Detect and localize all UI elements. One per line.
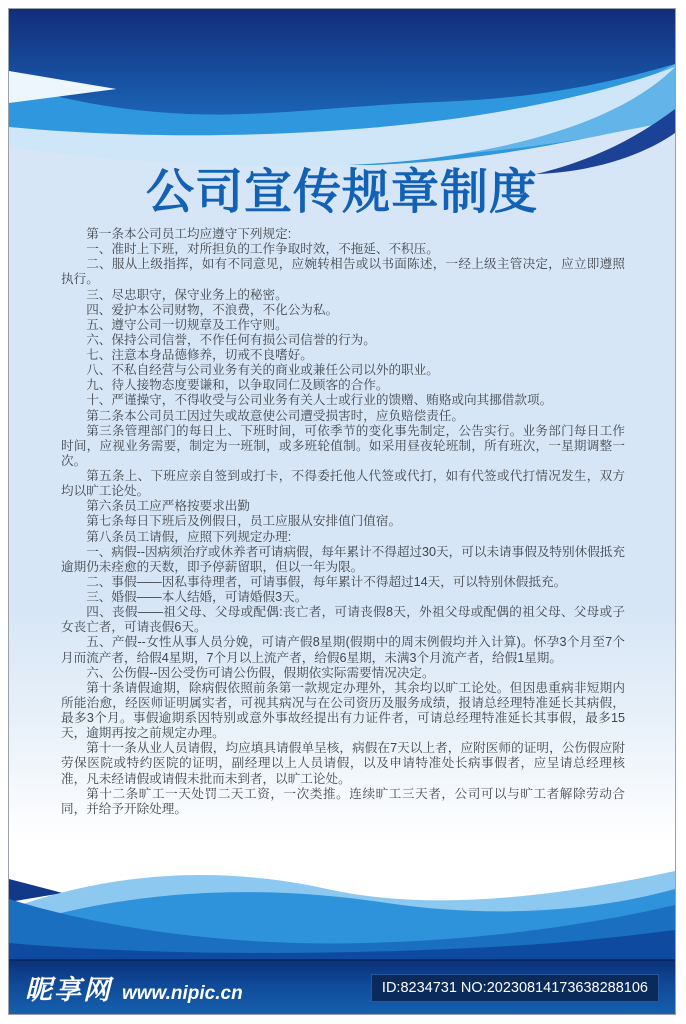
nipic-logo-text: 昵享网 [25, 975, 112, 1005]
rule-paragraph: 六、保持公司信誉，不作任何有损公司信誉的行为。 [86, 332, 376, 347]
rule-paragraph: 二、事假——因私事待理者，可请事假，每年累计不得超过14天，可以特别休假抵充。 [86, 574, 567, 589]
rule-paragraph: 第八条员工请假，应照下列规定办理: [86, 529, 292, 544]
rules-body [61, 227, 625, 817]
rule-paragraph: 四、爱护本公司财物，不浪费，不化公为私。 [86, 302, 339, 317]
rule-paragraph: 一、病假--因病须治疗或休养者可请病假，每年累计不得超过30天，可以未请事假及特别休假抵充逾期仍未痊愈的天数，即予停薪留职，但以一年为限。 [61, 544, 625, 574]
footer-watermark-bar [9, 959, 675, 1014]
rule-paragraph: 二、服从上级指挥，如有不同意见，应婉转相告或以书面陈述，一经上级主管决定，应立即遵照执行。 [61, 257, 625, 287]
rule-paragraph: 六、公伤假--因公受伤可请公伤假，假期依实际需要情况决定。 [86, 665, 435, 680]
image-id-badge: ID:8234731 NO:20230814173638288106 [371, 974, 659, 1002]
rule-paragraph: 第十一条从业人员请假，均应填具请假单呈核，病假在7天以上者，应附医师的证明，公伤假应附劳保医院或特约医院的证明，副经理以上人员请假，以及申请特准处长病事假者，应呈请总经理核准，凡未经请假或请假未批而未到者，以旷工论处。 [61, 741, 625, 786]
rule-paragraph: 第三条管理部门的每日上、下班时间，可依季节的变化事先制定，公告实行。业务部门每日工作时间，应视业务需要，制定为一班制，或多班轮值制。如采用昼夜轮班制，所有班次，一星期调整一次。 [61, 423, 625, 468]
rule-paragraph: 七、注意本身品德修养，切戒不良嗜好。 [86, 348, 313, 362]
rule-paragraph: 五、遵守公司一切规章及工作守则。 [86, 317, 288, 332]
bottom-wave-decoration [9, 859, 675, 959]
rule-paragraph: 九、待人接物态度要谦和，以争取同仁及顾客的合作。 [86, 378, 389, 393]
nipic-logo [25, 968, 243, 1007]
rule-paragraph: 第十二条旷工一天处罚二天工资，一次类推。连续旷工三天者，公司可以与旷工者解除劳动合同，并给予开除处理。 [61, 786, 625, 816]
rule-paragraph: 第一条本公司员工均应遵守下列规定: [86, 227, 292, 241]
rule-paragraph: 第二条本公司员工因过失或故意使公司遭受损害时，应负赔偿责任。 [86, 408, 464, 423]
site-url: www.nipic.cn [122, 983, 243, 1004]
rule-paragraph: 第十条请假逾期，除病假依照前条第一款规定办理外，其余均以旷工论处。但因患重病非短期内所能治愈，经医师证明属实者，可视其病况与在公司资历及服务成绩，报请总经理特准延长其病假，最多3个月。事假逾期系因特别或意外事故经提出有力证件者，可请总经理特准延长其事假，最多15天，逾期再按之前规定办理。 [61, 680, 625, 741]
rule-paragraph: 第六条员工应严格按要求出勤 [86, 499, 250, 514]
rule-paragraph: 第五条上、下班应亲自签到或打卡，不得委托他人代签或代打，如有代签或代打情况发生，双方均以旷工论处。 [61, 469, 625, 499]
rule-paragraph: 八、不私自经营与公司业务有关的商业或兼任公司以外的职业。 [86, 363, 439, 378]
rule-paragraph: 第七条每日下班后及例假日，员工应服从安排值门值宿。 [86, 514, 402, 529]
rule-paragraph: 三、婚假——本人结婚，可请婚假3天。 [86, 590, 308, 604]
rule-paragraph: 五、产假--女性从事人员分娩，可请产假8星期(假期中的周末例假均并入计算)。怀孕3个月至7个月而流产者，给假4星期，7个月以上流产者，给假6星期，未满3个月流产者，给假1星期。 [61, 635, 625, 665]
rule-paragraph: 一、准时上下班，对所担负的工作争取时效，不拖延、不积压。 [86, 242, 439, 257]
rule-paragraph: 四、丧假——祖父母、父母或配偶:丧亡者，可请丧假8天，外祖父母或配偶的祖父母、父母或子女丧亡者，可请丧假6天。 [61, 605, 625, 635]
rule-paragraph: 十、严谨操守，不得收受与公司业务有关人士或行业的馈赠、贿赂或向其挪借款项。 [86, 393, 553, 408]
poster-title: 公司宣传规章制度 [145, 166, 538, 219]
rule-paragraph: 三、尽忠职守，保守业务上的秘密。 [86, 287, 288, 302]
poster-page [8, 8, 676, 1015]
